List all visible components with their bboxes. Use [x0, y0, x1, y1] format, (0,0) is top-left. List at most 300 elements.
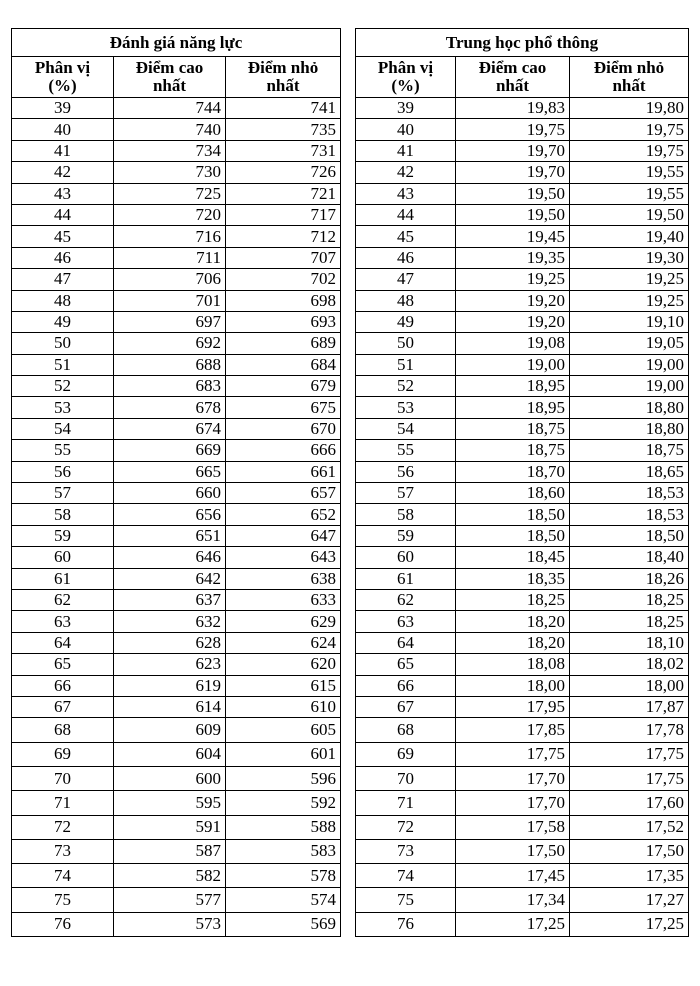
max-score-cell: 19,70: [456, 140, 570, 161]
percentile-cell: 75: [12, 888, 114, 912]
table-row: [356, 333, 689, 354]
table-row: [356, 483, 689, 504]
table-row: [12, 912, 341, 936]
table-row: [356, 696, 689, 717]
percentile-cell: 76: [356, 912, 456, 936]
min-score-cell: 18,50: [570, 525, 689, 546]
min-score-cell: 18,02: [570, 654, 689, 675]
percentile-cell: 39: [356, 98, 456, 119]
table-row: [356, 204, 689, 225]
min-score-cell: 721: [226, 183, 341, 204]
table-title: Trung học phổ thông: [356, 29, 689, 57]
min-score-cell: 18,75: [570, 440, 689, 461]
percentile-cell: 55: [12, 440, 114, 461]
percentile-cell: 65: [12, 654, 114, 675]
max-score-cell: 18,35: [456, 568, 570, 589]
column-header-percentile: Phân vị (%): [12, 57, 114, 98]
percentile-cell: 56: [356, 461, 456, 482]
max-score-cell: 711: [114, 247, 226, 268]
max-score-cell: 646: [114, 547, 226, 568]
min-score-cell: 726: [226, 162, 341, 183]
table-row: [12, 183, 341, 204]
min-score-cell: 17,25: [570, 912, 689, 936]
min-score-cell: 610: [226, 696, 341, 717]
percentile-cell: 49: [356, 311, 456, 332]
min-score-cell: 17,35: [570, 864, 689, 888]
table-row: [12, 839, 341, 863]
max-score-cell: 19,75: [456, 119, 570, 140]
table-row: [356, 269, 689, 290]
table-row: [356, 815, 689, 839]
table-row: [12, 547, 341, 568]
percentile-cell: 41: [356, 140, 456, 161]
table-danh-gia-nang-luc: [11, 28, 341, 937]
min-score-cell: 647: [226, 525, 341, 546]
percentile-cell: 72: [12, 815, 114, 839]
max-score-cell: 665: [114, 461, 226, 482]
percentile-cell: 62: [12, 589, 114, 610]
table-row: [12, 525, 341, 546]
percentile-cell: 67: [12, 696, 114, 717]
table-row: [12, 119, 341, 140]
min-score-cell: 18,80: [570, 397, 689, 418]
min-score-cell: 19,75: [570, 119, 689, 140]
min-score-cell: 18,25: [570, 589, 689, 610]
percentile-cell: 42: [356, 162, 456, 183]
table-row: [12, 589, 341, 610]
table-row: [12, 815, 341, 839]
max-score-cell: 740: [114, 119, 226, 140]
column-header-min-score: Điểm nhỏ nhất: [570, 57, 689, 98]
table-row: [12, 247, 341, 268]
min-score-cell: 18,26: [570, 568, 689, 589]
percentile-cell: 58: [356, 504, 456, 525]
percentile-cell: 65: [356, 654, 456, 675]
percentile-cell: 70: [12, 766, 114, 790]
percentile-cell: 43: [356, 183, 456, 204]
min-score-cell: 615: [226, 675, 341, 696]
percentile-cell: 47: [12, 269, 114, 290]
table-row: [356, 742, 689, 766]
percentile-cell: 54: [12, 418, 114, 439]
table-row: [356, 888, 689, 912]
column-header-max-score: Điểm cao nhất: [456, 57, 570, 98]
percentile-cell: 59: [356, 525, 456, 546]
max-score-cell: 19,35: [456, 247, 570, 268]
max-score-cell: 730: [114, 162, 226, 183]
table-row: [12, 504, 341, 525]
percentile-cell: 63: [356, 611, 456, 632]
table-title: Đánh giá năng lực: [12, 29, 341, 57]
table-row: [12, 204, 341, 225]
percentile-cell: 50: [12, 333, 114, 354]
max-score-cell: 744: [114, 98, 226, 119]
table-row: [356, 632, 689, 653]
min-score-cell: 633: [226, 589, 341, 610]
max-score-cell: 19,50: [456, 204, 570, 225]
min-score-cell: 17,75: [570, 766, 689, 790]
max-score-cell: 19,70: [456, 162, 570, 183]
table-row: [12, 354, 341, 375]
percentile-cell: 51: [12, 354, 114, 375]
min-score-cell: 19,30: [570, 247, 689, 268]
min-score-cell: 19,50: [570, 204, 689, 225]
percentile-cell: 46: [12, 247, 114, 268]
max-score-cell: 19,83: [456, 98, 570, 119]
max-score-cell: 688: [114, 354, 226, 375]
table-row: [356, 675, 689, 696]
table-row: [12, 696, 341, 717]
percentile-cell: 43: [12, 183, 114, 204]
min-score-cell: 679: [226, 376, 341, 397]
max-score-cell: 18,20: [456, 611, 570, 632]
percentile-cell: 71: [356, 791, 456, 815]
max-score-cell: 706: [114, 269, 226, 290]
min-score-cell: 620: [226, 654, 341, 675]
min-score-cell: 605: [226, 718, 341, 742]
percentile-cell: 48: [12, 290, 114, 311]
min-score-cell: 19,25: [570, 290, 689, 311]
table-row: [356, 718, 689, 742]
percentile-cell: 60: [356, 547, 456, 568]
min-score-cell: 17,52: [570, 815, 689, 839]
max-score-cell: 18,70: [456, 461, 570, 482]
table-row: [356, 547, 689, 568]
max-score-cell: 18,45: [456, 547, 570, 568]
max-score-cell: 683: [114, 376, 226, 397]
table-row: [12, 791, 341, 815]
table-row: [356, 290, 689, 311]
percentile-cell: 58: [12, 504, 114, 525]
max-score-cell: 595: [114, 791, 226, 815]
table-row: [356, 162, 689, 183]
percentile-cell: 69: [356, 742, 456, 766]
min-score-cell: 18,65: [570, 461, 689, 482]
min-score-cell: 601: [226, 742, 341, 766]
max-score-cell: 628: [114, 632, 226, 653]
percentile-cell: 53: [356, 397, 456, 418]
max-score-cell: 19,25: [456, 269, 570, 290]
percentile-cell: 54: [356, 418, 456, 439]
min-score-cell: 661: [226, 461, 341, 482]
table-row: [12, 632, 341, 653]
table-row: [12, 269, 341, 290]
max-score-cell: 19,20: [456, 290, 570, 311]
max-score-cell: 642: [114, 568, 226, 589]
max-score-cell: 18,50: [456, 504, 570, 525]
table-row: [356, 791, 689, 815]
percentile-cell: 57: [356, 483, 456, 504]
percentile-cell: 66: [356, 675, 456, 696]
table-row: [356, 418, 689, 439]
percentile-cell: 50: [356, 333, 456, 354]
table-row: [12, 311, 341, 332]
table-body: [356, 98, 689, 937]
table-row: [12, 418, 341, 439]
percentile-cell: 75: [356, 888, 456, 912]
max-score-cell: 17,58: [456, 815, 570, 839]
min-score-cell: 675: [226, 397, 341, 418]
percentile-cell: 46: [356, 247, 456, 268]
percentile-cell: 73: [356, 839, 456, 863]
percentile-cell: 61: [12, 568, 114, 589]
max-score-cell: 17,70: [456, 766, 570, 790]
table-row: [356, 611, 689, 632]
max-score-cell: 669: [114, 440, 226, 461]
table-row: [356, 119, 689, 140]
percentile-cell: 61: [356, 568, 456, 589]
table-row: [12, 742, 341, 766]
min-score-cell: 592: [226, 791, 341, 815]
max-score-cell: 614: [114, 696, 226, 717]
min-score-cell: 629: [226, 611, 341, 632]
percentile-cell: 45: [356, 226, 456, 247]
min-score-cell: 17,50: [570, 839, 689, 863]
table-row: [356, 864, 689, 888]
min-score-cell: 17,75: [570, 742, 689, 766]
max-score-cell: 591: [114, 815, 226, 839]
max-score-cell: 573: [114, 912, 226, 936]
table-row: [12, 568, 341, 589]
max-score-cell: 656: [114, 504, 226, 525]
max-score-cell: 582: [114, 864, 226, 888]
percentile-cell: 57: [12, 483, 114, 504]
table-row: [356, 525, 689, 546]
min-score-cell: 712: [226, 226, 341, 247]
max-score-cell: 651: [114, 525, 226, 546]
min-score-cell: 693: [226, 311, 341, 332]
table-row: [12, 440, 341, 461]
table-row: [356, 376, 689, 397]
min-score-cell: 698: [226, 290, 341, 311]
max-score-cell: 18,75: [456, 418, 570, 439]
table-row: [356, 98, 689, 119]
min-score-cell: 569: [226, 912, 341, 936]
table-row: [356, 589, 689, 610]
percentile-cell: 55: [356, 440, 456, 461]
min-score-cell: 684: [226, 354, 341, 375]
min-score-cell: 588: [226, 815, 341, 839]
table-row: [356, 397, 689, 418]
percentile-cell: 64: [356, 632, 456, 653]
min-score-cell: 689: [226, 333, 341, 354]
table-trung-hoc-pho-thong: [355, 28, 689, 937]
max-score-cell: 18,50: [456, 525, 570, 546]
min-score-cell: 17,60: [570, 791, 689, 815]
table-row: [356, 504, 689, 525]
min-score-cell: 578: [226, 864, 341, 888]
max-score-cell: 17,70: [456, 791, 570, 815]
max-score-cell: 17,45: [456, 864, 570, 888]
table-row: [12, 864, 341, 888]
percentile-cell: 39: [12, 98, 114, 119]
min-score-cell: 17,27: [570, 888, 689, 912]
table-row: [12, 766, 341, 790]
table-row: [356, 354, 689, 375]
max-score-cell: 619: [114, 675, 226, 696]
percentile-cell: 52: [356, 376, 456, 397]
min-score-cell: 18,00: [570, 675, 689, 696]
percentile-cell: 56: [12, 461, 114, 482]
table-row: [356, 912, 689, 936]
percentile-cell: 40: [356, 119, 456, 140]
min-score-cell: 596: [226, 766, 341, 790]
max-score-cell: 18,00: [456, 675, 570, 696]
min-score-cell: 19,80: [570, 98, 689, 119]
min-score-cell: 670: [226, 418, 341, 439]
table-row: [12, 461, 341, 482]
max-score-cell: 18,60: [456, 483, 570, 504]
min-score-cell: 657: [226, 483, 341, 504]
max-score-cell: 587: [114, 839, 226, 863]
min-score-cell: 19,00: [570, 354, 689, 375]
percentile-cell: 70: [356, 766, 456, 790]
min-score-cell: 702: [226, 269, 341, 290]
min-score-cell: 17,87: [570, 696, 689, 717]
min-score-cell: 19,75: [570, 140, 689, 161]
table-row: [356, 247, 689, 268]
percentile-cell: 67: [356, 696, 456, 717]
min-score-cell: 574: [226, 888, 341, 912]
max-score-cell: 609: [114, 718, 226, 742]
percentile-cell: 48: [356, 290, 456, 311]
max-score-cell: 623: [114, 654, 226, 675]
min-score-cell: 18,53: [570, 504, 689, 525]
percentile-cell: 64: [12, 632, 114, 653]
max-score-cell: 17,34: [456, 888, 570, 912]
min-score-cell: 666: [226, 440, 341, 461]
table-row: [12, 718, 341, 742]
column-header-min-score: Điểm nhỏ nhất: [226, 57, 341, 98]
percentile-cell: 66: [12, 675, 114, 696]
max-score-cell: 725: [114, 183, 226, 204]
table-row: [356, 766, 689, 790]
max-score-cell: 734: [114, 140, 226, 161]
max-score-cell: 17,85: [456, 718, 570, 742]
table-row: [12, 140, 341, 161]
max-score-cell: 600: [114, 766, 226, 790]
column-header-percentile: Phân vị (%): [356, 57, 456, 98]
max-score-cell: 720: [114, 204, 226, 225]
min-score-cell: 19,05: [570, 333, 689, 354]
table-row: [12, 333, 341, 354]
percentile-cell: 76: [12, 912, 114, 936]
table-row: [12, 226, 341, 247]
percentile-cell: 68: [12, 718, 114, 742]
percentile-cell: 60: [12, 547, 114, 568]
percentile-cell: 69: [12, 742, 114, 766]
percentile-cell: 59: [12, 525, 114, 546]
percentile-cell: 44: [356, 204, 456, 225]
max-score-cell: 692: [114, 333, 226, 354]
table-row: [12, 397, 341, 418]
max-score-cell: 678: [114, 397, 226, 418]
max-score-cell: 19,20: [456, 311, 570, 332]
percentile-cell: 73: [12, 839, 114, 863]
max-score-cell: 18,75: [456, 440, 570, 461]
min-score-cell: 18,80: [570, 418, 689, 439]
min-score-cell: 638: [226, 568, 341, 589]
max-score-cell: 674: [114, 418, 226, 439]
table-row: [356, 440, 689, 461]
max-score-cell: 577: [114, 888, 226, 912]
percentile-cell: 72: [356, 815, 456, 839]
percentile-cell: 45: [12, 226, 114, 247]
column-header-max-score: Điểm cao nhất: [114, 57, 226, 98]
max-score-cell: 716: [114, 226, 226, 247]
max-score-cell: 17,75: [456, 742, 570, 766]
table-row: [12, 483, 341, 504]
min-score-cell: 18,10: [570, 632, 689, 653]
percentile-cell: 40: [12, 119, 114, 140]
min-score-cell: 19,10: [570, 311, 689, 332]
percentile-cell: 52: [12, 376, 114, 397]
min-score-cell: 707: [226, 247, 341, 268]
max-score-cell: 18,95: [456, 397, 570, 418]
percentile-cell: 53: [12, 397, 114, 418]
percentile-cell: 71: [12, 791, 114, 815]
min-score-cell: 19,40: [570, 226, 689, 247]
min-score-cell: 18,53: [570, 483, 689, 504]
table-row: [12, 675, 341, 696]
percentile-cell: 51: [356, 354, 456, 375]
min-score-cell: 19,00: [570, 376, 689, 397]
min-score-cell: 19,25: [570, 269, 689, 290]
percentile-cell: 68: [356, 718, 456, 742]
max-score-cell: 19,50: [456, 183, 570, 204]
min-score-cell: 583: [226, 839, 341, 863]
max-score-cell: 18,08: [456, 654, 570, 675]
min-score-cell: 19,55: [570, 162, 689, 183]
max-score-cell: 19,00: [456, 354, 570, 375]
table-row: [356, 140, 689, 161]
table-row: [356, 568, 689, 589]
percentile-cell: 41: [12, 140, 114, 161]
table-row: [356, 226, 689, 247]
table-row: [356, 654, 689, 675]
max-score-cell: 17,50: [456, 839, 570, 863]
max-score-cell: 19,45: [456, 226, 570, 247]
table-row: [356, 311, 689, 332]
max-score-cell: 18,20: [456, 632, 570, 653]
min-score-cell: 17,78: [570, 718, 689, 742]
max-score-cell: 17,95: [456, 696, 570, 717]
percentile-cell: 47: [356, 269, 456, 290]
min-score-cell: 624: [226, 632, 341, 653]
table-row: [12, 376, 341, 397]
table-row: [12, 888, 341, 912]
min-score-cell: 717: [226, 204, 341, 225]
percentile-cell: 42: [12, 162, 114, 183]
min-score-cell: 741: [226, 98, 341, 119]
table-row: [12, 611, 341, 632]
max-score-cell: 17,25: [456, 912, 570, 936]
percentile-cell: 63: [12, 611, 114, 632]
table-row: [356, 183, 689, 204]
max-score-cell: 697: [114, 311, 226, 332]
percentile-cell: 74: [356, 864, 456, 888]
percentile-cell: 49: [12, 311, 114, 332]
max-score-cell: 604: [114, 742, 226, 766]
min-score-cell: 643: [226, 547, 341, 568]
table-row: [12, 290, 341, 311]
max-score-cell: 18,95: [456, 376, 570, 397]
min-score-cell: 652: [226, 504, 341, 525]
percentile-cell: 44: [12, 204, 114, 225]
min-score-cell: 18,40: [570, 547, 689, 568]
max-score-cell: 18,25: [456, 589, 570, 610]
percentile-cell: 62: [356, 589, 456, 610]
